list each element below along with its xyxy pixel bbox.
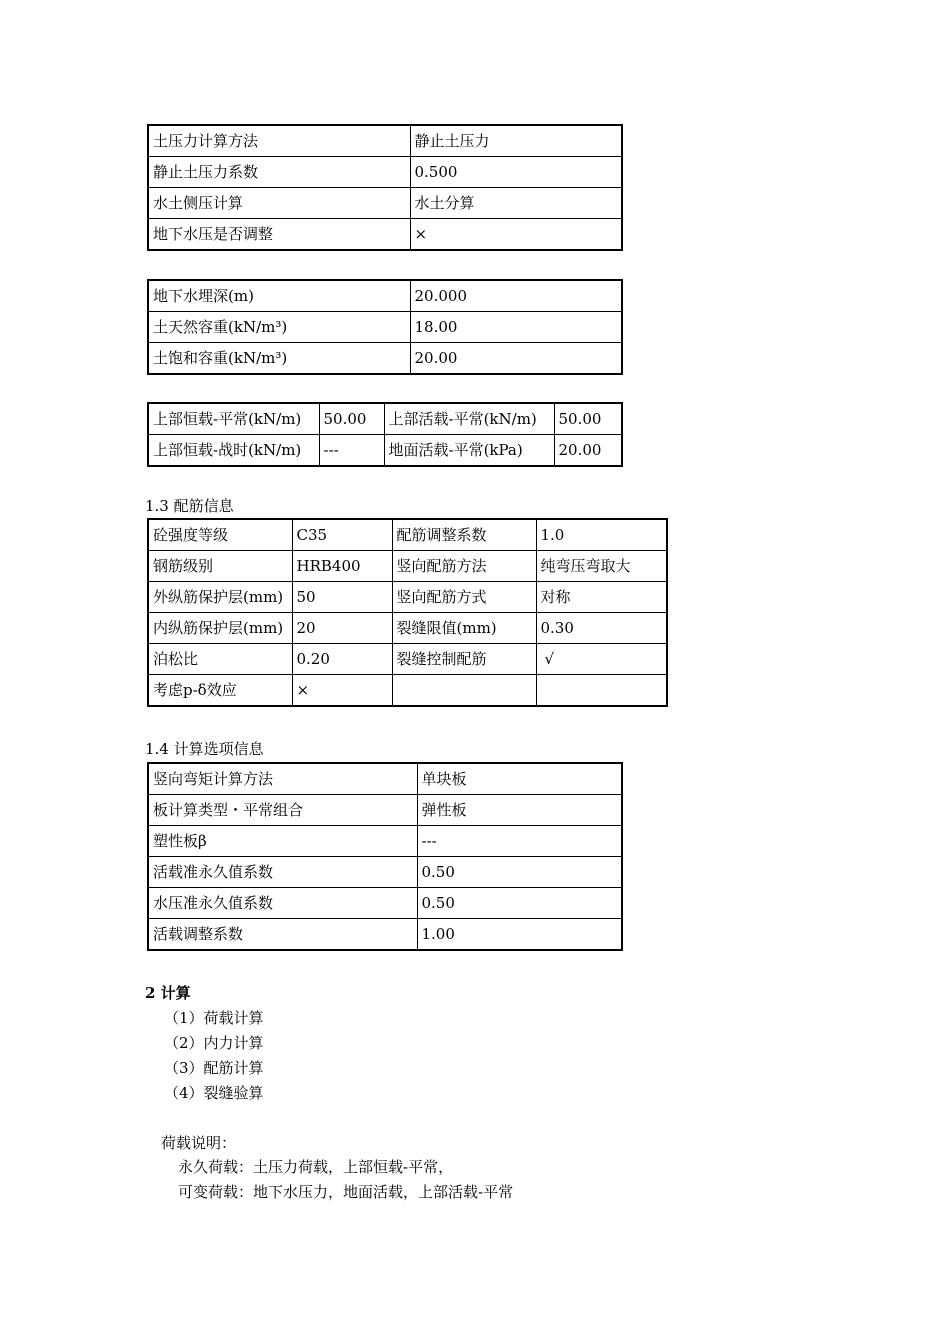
- table-row: [148, 675, 667, 707]
- table-cell: 0.30: [536, 613, 667, 644]
- table-row: [148, 826, 622, 857]
- table-cell: 0.50: [417, 857, 622, 888]
- table-cell: 18.00: [410, 312, 622, 343]
- table-cell: 单块板: [417, 763, 622, 795]
- table-cell: [536, 675, 667, 707]
- table-cell: 20.000: [410, 280, 622, 312]
- table-cell: 20: [292, 613, 392, 644]
- table-cell: ×: [410, 219, 622, 251]
- load-note-title: 荷载说明：: [161, 1134, 237, 1152]
- table-row: [148, 919, 622, 951]
- table-cell: 考虑p-δ效应: [148, 675, 292, 707]
- table-cell: ×: [292, 675, 392, 707]
- table-cell: 外纵筋保护层(mm): [148, 582, 292, 613]
- table-cell: 上部恒载-战时(kN/m): [148, 435, 319, 467]
- table-cell: 水土侧压计算: [148, 188, 410, 219]
- table-cell: 活载调整系数: [148, 919, 417, 951]
- table-cell: 土饱和容重(kN/m³): [148, 343, 410, 375]
- table-row: [148, 888, 622, 919]
- table-row: [148, 551, 667, 582]
- table-cell: 活载准永久值系数: [148, 857, 417, 888]
- upper-load-table: [147, 402, 623, 467]
- table-cell: 塑性板β: [148, 826, 417, 857]
- table-cell: √: [536, 644, 667, 675]
- table-cell: 板计算类型・平常组合: [148, 795, 417, 826]
- section-heading-2: 2 计算: [145, 984, 191, 1002]
- table-row: [148, 519, 667, 551]
- table-row: [148, 219, 622, 251]
- table-row: [148, 582, 667, 613]
- table-cell: 弹性板: [417, 795, 622, 826]
- table-cell: 对称: [536, 582, 667, 613]
- table-cell: 砼强度等级: [148, 519, 292, 551]
- table-cell: 竖向弯矩计算方法: [148, 763, 417, 795]
- load-note-variable: 可变荷载：地下水压力，地面活载，上部活载-平常: [178, 1183, 514, 1201]
- table-cell: 静止土压力: [410, 125, 622, 157]
- table-row: [148, 763, 622, 795]
- table-cell: 静止土压力系数: [148, 157, 410, 188]
- table-cell: 0.50: [417, 888, 622, 919]
- table-cell: 地下水埋深(m): [148, 280, 410, 312]
- table-cell: 上部活载-平常(kN/m): [384, 403, 554, 435]
- list-item: （2）内力计算: [164, 1034, 264, 1052]
- table-cell: 竖向配筋方式: [392, 582, 536, 613]
- table-cell: 土天然容重(kN/m³): [148, 312, 410, 343]
- table-cell: [392, 675, 536, 707]
- table-cell: ---: [417, 826, 622, 857]
- table-row: [148, 795, 622, 826]
- calculation-options-table: [147, 762, 623, 951]
- table-cell: 水土分算: [410, 188, 622, 219]
- earth-pressure-table: [147, 124, 623, 251]
- table-cell: HRB400: [292, 551, 392, 582]
- table-cell: 土压力计算方法: [148, 125, 410, 157]
- table-row: [148, 312, 622, 343]
- table-cell: 50: [292, 582, 392, 613]
- table-cell: 20.00: [554, 435, 622, 467]
- table-cell: 0.20: [292, 644, 392, 675]
- table-row: [148, 403, 622, 435]
- section-heading-1-3: 1.3 配筋信息: [145, 497, 234, 515]
- table-cell: 竖向配筋方法: [392, 551, 536, 582]
- table-row: [148, 435, 622, 467]
- list-item: （3）配筋计算: [164, 1059, 264, 1077]
- reinforcement-table: [147, 518, 668, 707]
- table-cell: ---: [319, 435, 384, 467]
- table-row: [148, 280, 622, 312]
- table-cell: 内纵筋保护层(mm): [148, 613, 292, 644]
- table-cell: 地面活载-平常(kPa): [384, 435, 554, 467]
- table-cell: 1.00: [417, 919, 622, 951]
- table-row: [148, 343, 622, 375]
- table-row: [148, 125, 622, 157]
- list-item: （4）裂缝验算: [164, 1084, 264, 1102]
- load-note-permanent: 永久荷载：土压力荷载，上部恒载-平常，: [178, 1158, 454, 1176]
- table-cell: 20.00: [410, 343, 622, 375]
- table-cell: 0.500: [410, 157, 622, 188]
- table-row: [148, 157, 622, 188]
- section-heading-1-4: 1.4 计算选项信息: [145, 740, 264, 758]
- table-cell: 纯弯压弯取大: [536, 551, 667, 582]
- table-cell: C35: [292, 519, 392, 551]
- table-row: [148, 644, 667, 675]
- table-row: [148, 857, 622, 888]
- table-cell: 水压准永久值系数: [148, 888, 417, 919]
- soil-parameter-table: [147, 279, 623, 375]
- table-cell: 地下水压是否调整: [148, 219, 410, 251]
- table-cell: 泊松比: [148, 644, 292, 675]
- table-cell: 裂缝限值(mm): [392, 613, 536, 644]
- table-row: [148, 188, 622, 219]
- table-cell: 配筋调整系数: [392, 519, 536, 551]
- table-cell: 50.00: [319, 403, 384, 435]
- table-cell: 裂缝控制配筋: [392, 644, 536, 675]
- table-cell: 1.0: [536, 519, 667, 551]
- table-row: [148, 613, 667, 644]
- table-cell: 50.00: [554, 403, 622, 435]
- table-cell: 钢筋级别: [148, 551, 292, 582]
- table-cell: 上部恒载-平常(kN/m): [148, 403, 319, 435]
- list-item: （1）荷载计算: [164, 1009, 264, 1027]
